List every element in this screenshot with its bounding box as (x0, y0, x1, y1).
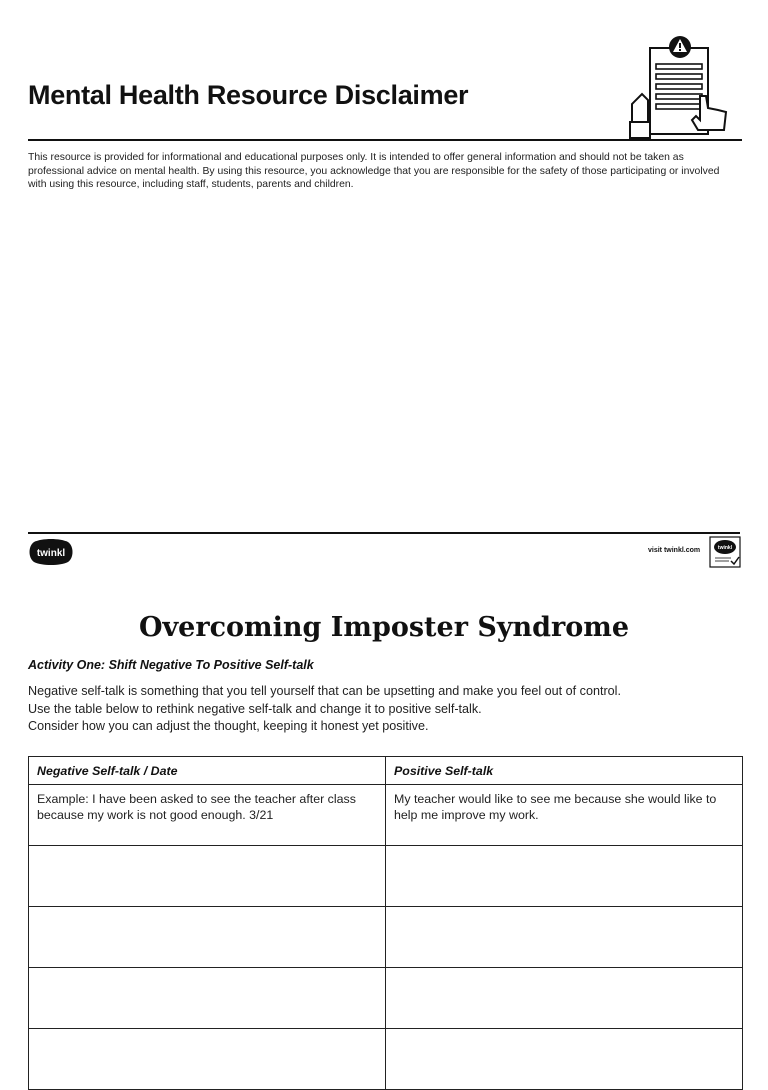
worksheet-title: Overcoming Imposter Syndrome (138, 612, 630, 643)
visit-link[interactable]: visit twinkl.com (648, 547, 701, 554)
intro-line: Negative self-talk is something that you tell yourself that can be upsetting and make you feel out of control. (28, 684, 621, 698)
positive-self-talk-cell[interactable] (386, 907, 743, 968)
negative-self-talk-cell[interactable] (29, 1029, 386, 1090)
activity-heading: Activity One: Shift Negative To Positive Self-talk (28, 658, 314, 672)
table-header-row (29, 757, 743, 785)
quality-standard-badge-icon (709, 536, 741, 568)
table-row (29, 907, 743, 968)
intro-line: Use the table below to rethink negative self-talk and change it to positive self-talk. (28, 702, 482, 716)
positive-self-talk-cell[interactable] (386, 968, 743, 1029)
negative-self-talk-cell: Example: I have been asked to see the teacher after class because my work is not good enough. 3/21 (29, 785, 386, 846)
title-divider (28, 139, 740, 141)
table-row (29, 785, 743, 846)
twinkl-logo (28, 538, 74, 566)
negative-self-talk-cell[interactable] (29, 846, 386, 907)
table-row (29, 1029, 743, 1090)
clipboard-warning-icon (626, 34, 742, 142)
table-row (29, 968, 743, 1029)
negative-self-talk-cell[interactable] (29, 907, 386, 968)
positive-self-talk-cell[interactable] (386, 1029, 743, 1090)
twinkl-logo-text: twinkl (36, 548, 66, 559)
page-title: Mental Health Resource Disclaimer (28, 80, 469, 110)
positive-self-talk-header: Positive Self-talk (386, 757, 743, 785)
disclaimer-text: This resource is provided for informational and educational purposes only. It is intended to offer general information and should not be taken as professional advice on mental health. By using this resource, you acknowledge that you are responsible for the safety of those participating or involved with using this resource, including staff, students, parents and children. (28, 152, 720, 191)
negative-self-talk-header: Negative Self-talk / Date (29, 757, 386, 785)
intro-line: Consider how you can adjust the thought, keeping it honest yet positive. (28, 719, 429, 733)
badge-text: twinkl (717, 545, 733, 551)
positive-self-talk-cell: My teacher would like to see me because she would like to help me improve my work. (386, 785, 743, 846)
table-row (29, 846, 743, 907)
negative-self-talk-cell[interactable] (29, 968, 386, 1029)
self-talk-table (28, 756, 743, 1090)
positive-self-talk-cell[interactable] (386, 846, 743, 907)
footer-divider (28, 532, 740, 534)
